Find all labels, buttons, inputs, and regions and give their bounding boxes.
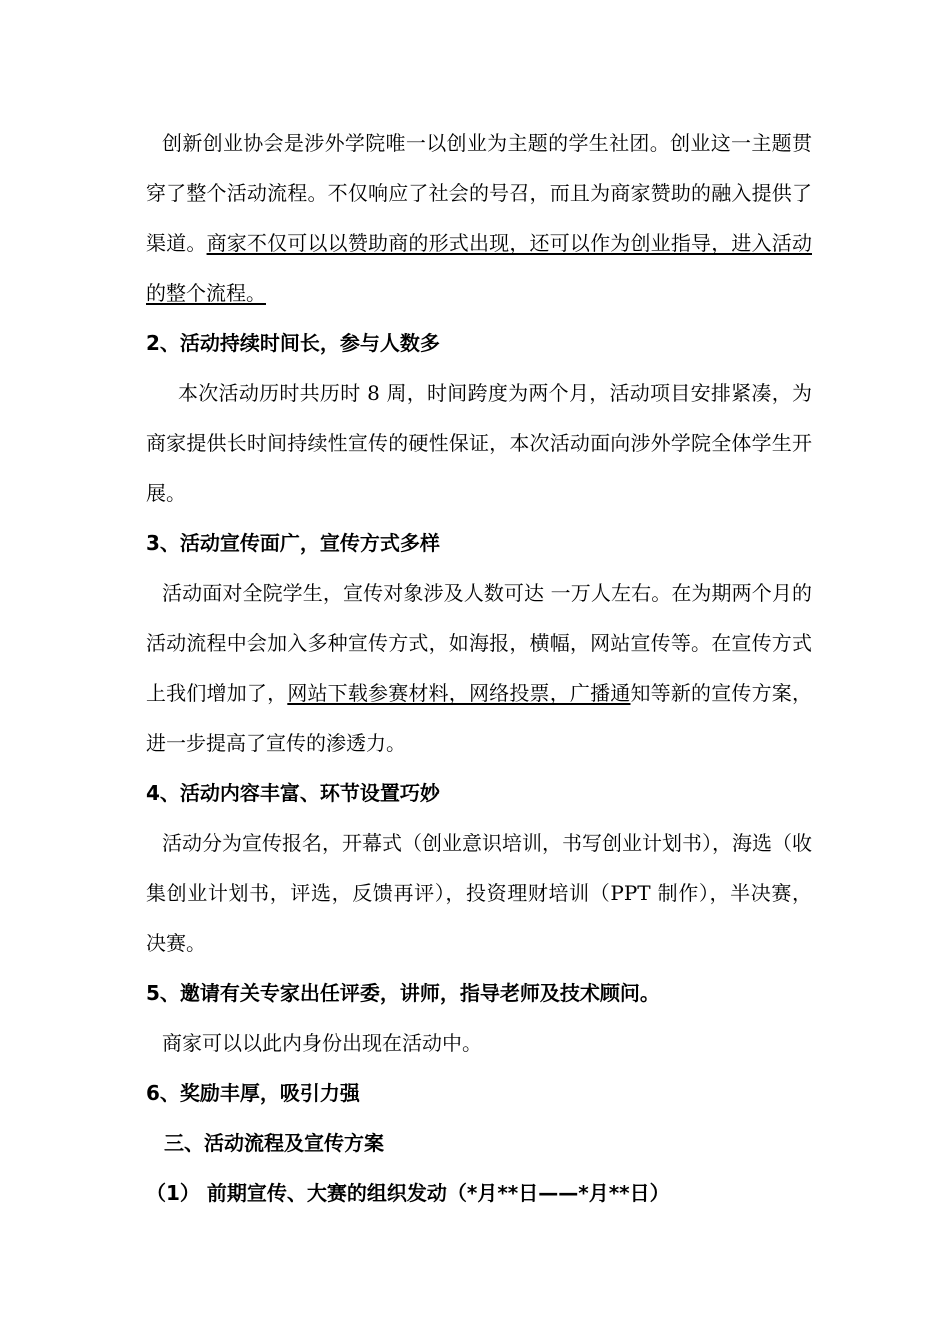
- intro-underlined-text: 商家不仅可以以赞助商的形式出现，还可以作为创业指导，进入活动的整个流程。: [146, 231, 812, 305]
- paragraph-duration: 本次活动历时共历时 8 周，时间跨度为两个月，活动项目安排紧凑，为商家提供长时间持续性宣传的硬性保证，本次活动面向涉外学院全体学生开展。: [146, 381, 812, 505]
- heading-process: 三、活动流程及宣传方案: [164, 1131, 384, 1155]
- document-page: [146, 118, 812, 1218]
- publicity-text-end: 知等新的宣传方案，进一步提高了宣传的渗透力。: [146, 681, 812, 755]
- paragraph-experts: 商家可以以此内身份出现在活动中。: [162, 1031, 482, 1055]
- heading-phase-1: （1） 前期宣传、大赛的组织发动（*月**日——*月**日）: [146, 1181, 670, 1205]
- heading-rewards: 6、奖励丰厚，吸引力强: [146, 1081, 360, 1105]
- heading-publicity: 3、活动宣传面广，宣传方式多样: [146, 531, 440, 555]
- heading-experts: 5、邀请有关专家出任评委，讲师，指导老师及技术顾问。: [146, 981, 660, 1005]
- paragraph-intro: [146, 118, 812, 318]
- heading-duration: 2、活动持续时间长，参与人数多: [146, 331, 440, 355]
- heading-content: 4、活动内容丰富、环节设置巧妙: [146, 781, 440, 805]
- publicity-underlined-text: 网站下载参赛材料，网络投票，广播通: [287, 681, 631, 705]
- paragraph-publicity: [146, 568, 812, 768]
- intro-text: 创新创业协会是涉外学院唯一以创业为主题的学生社团。创业这一主题贯穿了整个活动流程。不仅响应了社会的号召，而且为商家赞助的融入提供了渠道。: [146, 131, 812, 255]
- paragraph-content: 活动分为宣传报名，开幕式（创业意识培训，书写创业计划书），海选（收集创业计划书，评选，反馈再评），投资理财培训（PPT 制作），半决赛，决赛。: [146, 831, 812, 955]
- publicity-text-start: 活动面对全院学生，宣传对象涉及人数可达 一万人左右。在为期两个月的活动流程中会加入多种宣传方式，如海报，横幅，网站宣传等。在宣传方式上我们增加了，: [146, 581, 812, 705]
